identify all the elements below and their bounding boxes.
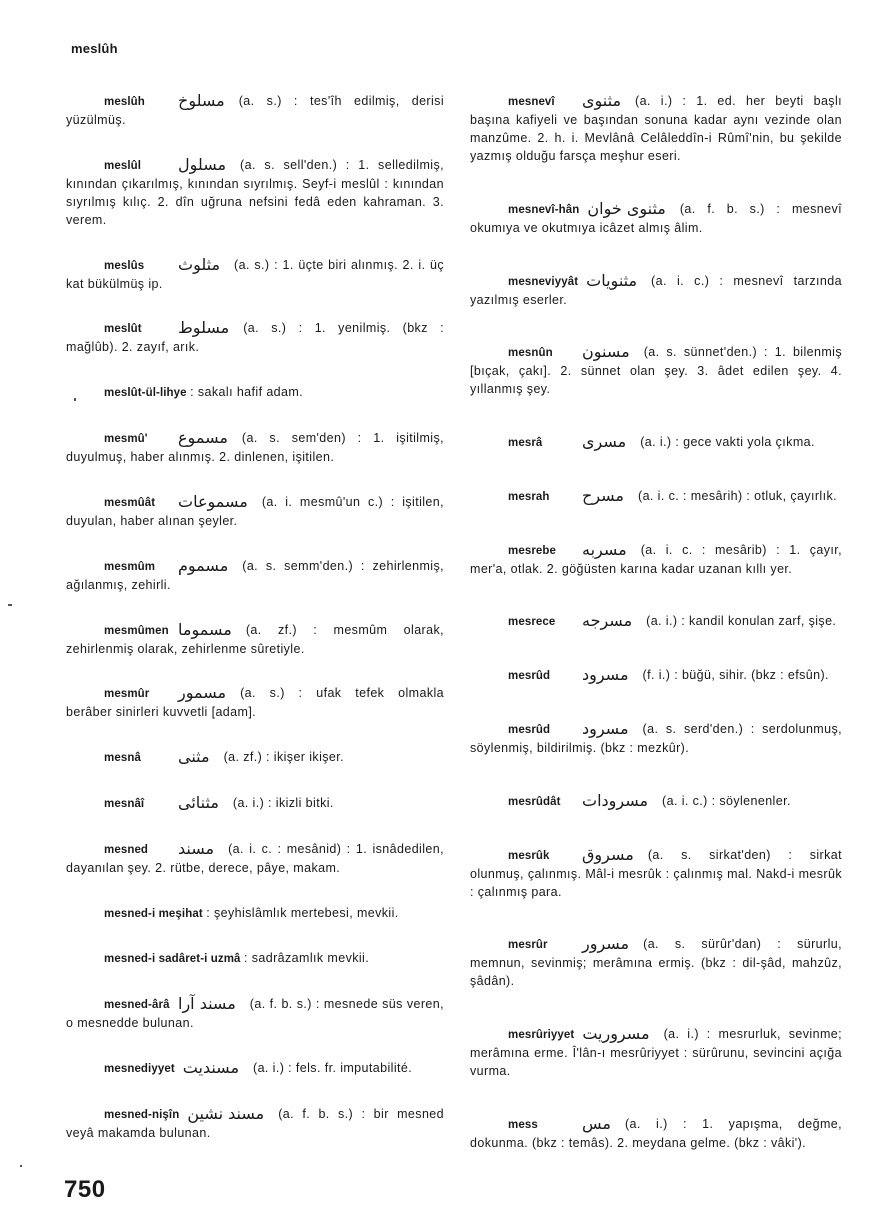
entry-headword: mesned-ârâ — [104, 999, 170, 1012]
entry-headword: mesnâî — [104, 797, 145, 810]
dictionary-entry — [66, 383, 444, 402]
entry-definition: (a. i.) : 1. ed. her beyti başlı başına kafiyeli ve başından sonuna kadar aynı vezinde olan manzûme. 2. h. i. Mevlânâ Celâleddîn-i Rûmî'nin, bu şekilde yazmış olduğu farsça meşhur eseri. — [470, 94, 842, 163]
entry-headword: mesrûd — [508, 670, 551, 683]
dictionary-entry — [66, 1059, 444, 1078]
entry-headword: mesrûr — [508, 939, 548, 952]
entry-ottoman-script: مسند آرا — [178, 994, 236, 1014]
entry-headword: meslûl — [104, 159, 142, 172]
entry-definition: (a. s. serd'den.) : serdolunmuş, söylenmiş, bildirilmiş. (bkz : mezkûr). — [470, 722, 842, 756]
dictionary-entry — [470, 343, 842, 398]
dictionary-entry — [66, 319, 444, 356]
entry-headword: mesmûr — [104, 688, 150, 701]
entry-definition: (a. s. semm'den.) : zehirlenmiş, ağılanmış, zehirli. — [66, 558, 444, 592]
entry-definition: (a. i. c. : mesârib) : 1. çayır, mer'a, otlak. 2. göğüsten karına kadar uzanan kıllı yer. — [470, 542, 842, 576]
entry-definition: (a. i.) : ikizli bitki. — [232, 795, 334, 810]
entry-definition: (a. s. sem'den) : 1. işitilmiş, duyulmuş, haber alınmış. 2. dinlenen, işitilen. — [66, 431, 444, 465]
entry-headword: mesnâ — [104, 752, 141, 765]
entry-ottoman-script: مسلوخ — [178, 91, 225, 110]
entry-ottoman-script: مثنوى — [582, 91, 622, 110]
entry-headword: mesnediyyet — [104, 1063, 175, 1075]
entry-definition: : sakalı hafif adam. — [190, 385, 304, 400]
entry-headword: mesrah — [508, 490, 550, 503]
entry-definition: (a. s. sürûr'dan) : sürurlu, memnun, sevinmiş; merâmına ermiş. (bkz : dil-şâd, mahzûz, şâdân). — [470, 937, 842, 989]
entry-definition: : sadrâzamlık mevkii. — [244, 951, 370, 966]
dictionary-entry — [66, 684, 444, 721]
entry-headword: mesrece — [508, 616, 556, 629]
scan-speck — [8, 604, 12, 606]
entry-ottoman-script: مس — [582, 1113, 611, 1133]
entry-definition: (a. s. sünnet'den.) : 1. bilenmiş [bıçak, çakı]. 2. sünnet olan şey. 3. âdet edilen şey. 4. yıllanmış şey. — [470, 345, 842, 397]
entry-ottoman-script: مسلول — [178, 154, 227, 174]
entry-headword: mesrûk — [508, 849, 550, 862]
dictionary-entry — [66, 794, 444, 813]
entry-definition: (a. i.) : kandil konulan zarf, şişe. — [646, 614, 837, 629]
dictionary-entry — [470, 666, 842, 685]
entry-definition: (a. i. c. : mesârih) : otluk, çayırlık. — [638, 488, 837, 503]
entry-headword: mesned-nişîn — [104, 1108, 180, 1121]
dictionary-entry — [470, 846, 842, 901]
entry-definition: (a. zf.) : mesmûm olarak, zehirlenmiş olarak, zehirlenme sûretiyle. — [66, 622, 444, 656]
dictionary-entry — [470, 792, 842, 811]
entry-ottoman-script: مسرور — [582, 934, 630, 954]
left-column — [66, 92, 444, 1142]
dictionary-entry — [66, 1105, 444, 1142]
dictionary-entry — [66, 904, 444, 923]
entry-headword: mesnevî — [508, 96, 555, 108]
entry-ottoman-script: مسرى — [582, 432, 627, 452]
entry-ottoman-script: مثلوث — [178, 254, 221, 274]
entry-ottoman-script: مسنون — [582, 342, 630, 362]
entry-ottoman-script: مسلوط — [178, 318, 230, 338]
entry-headword: meslûs — [104, 259, 145, 272]
entry-ottoman-script: مثنائى — [178, 792, 219, 812]
entry-definition: (a. i.) : 1. yapışma, değme, dokunma. (bkz : temâs). 2. meydana gelme. (bkz : vâki'). — [470, 1116, 842, 1150]
entry-ottoman-script: مثنى — [178, 747, 210, 767]
entry-ottoman-script: مسنديت — [182, 1058, 240, 1077]
dictionary-entry — [470, 200, 842, 237]
entry-ottoman-script: مسموما — [178, 619, 232, 639]
entry-ottoman-script: مثنوى خوان — [587, 198, 666, 218]
entry-definition: (a. s.) : 1. üçte biri alınmış. 2. i. üç kat bükülmüş ip. — [66, 257, 444, 291]
entry-definition: : şeyhislâmlık mertebesi, mevkii. — [206, 905, 399, 920]
entry-headword: meslût-ül-lihye — [104, 387, 187, 400]
entry-headword: meslût — [104, 323, 142, 336]
entry-definition: (a. i.) : fels. fr. imputabilité. — [253, 1061, 413, 1075]
entry-headword: mesned — [104, 843, 149, 856]
entry-headword: mess — [508, 1118, 538, 1131]
dictionary-entry — [66, 949, 444, 968]
entry-headword: meslûh — [104, 96, 145, 108]
dictionary-entry — [66, 621, 444, 658]
entry-definition: (f. i.) : büğü, sihir. (bkz : efsûn). — [642, 668, 829, 683]
entry-definition: (a. i. c. : mesânid) : 1. isnâdedilen, dayanılan şey. 2. rütbe, derece, pâye, makam. — [66, 841, 444, 875]
entry-headword: mesmû' — [104, 433, 148, 446]
dictionary-entry — [66, 557, 444, 594]
dictionary-entry — [470, 487, 842, 506]
entry-definition: (a. f. b. s.) : bir mesned veyâ makamda bulunan. — [66, 1106, 444, 1140]
entry-definition: (a. s.) : ufak tefek olmakla berâber sinirleri kuvvetli [adam]. — [66, 686, 444, 720]
entry-definition: (a. i. c.) : mesnevî tarzında yazılmış eserler. — [470, 273, 842, 307]
entry-headword: mesrâ — [508, 437, 543, 450]
entry-ottoman-script: مسروق — [582, 844, 634, 864]
entry-definition: (a. s.) : 1. yenilmiş. (bkz : mağlûb). 2. zayıf, arık. — [66, 321, 444, 355]
entry-ottoman-script: مسرود — [582, 665, 629, 685]
dictionary-entry — [66, 840, 444, 877]
dictionary-entry — [66, 92, 444, 129]
dictionary-entry — [470, 272, 842, 309]
entry-ottoman-script: مسرح — [582, 485, 624, 505]
dictionary-entry — [66, 493, 444, 530]
entry-headword: mesneviyyât — [508, 275, 579, 288]
entry-ottoman-script: مثنويات — [586, 270, 638, 290]
dictionary-entry — [66, 429, 444, 466]
entry-ottoman-script: مسرودات — [582, 790, 649, 810]
entry-headword: mesnûn — [508, 347, 553, 360]
scan-speck — [74, 398, 76, 401]
dictionary-entry — [470, 92, 842, 165]
dictionary-entry — [470, 541, 842, 578]
dictionary-entry — [66, 748, 444, 767]
entry-definition: (a. i. c.) : söylenenler. — [662, 793, 791, 808]
dictionary-entry — [470, 1115, 842, 1152]
entry-ottoman-script: مسرجه — [582, 611, 633, 631]
running-head: meslûh — [71, 41, 118, 56]
entry-headword: mesmûât — [104, 496, 156, 509]
entry-ottoman-script: مسمور — [178, 683, 227, 703]
scan-speck — [20, 1165, 22, 1167]
entry-definition: (a. i.) : mesrurluk, sevinme; merâmına erme. Î'lân-ı mesrûriyyet : sürûrunu, sevincini açığa vurma. — [470, 1027, 842, 1079]
dictionary-entry — [66, 156, 444, 229]
entry-headword: mesrebe — [508, 544, 557, 557]
entry-definition: (a. s. sell'den.) : 1. selledilmiş, kınından çıkarılmış, kınından sıyrılmış. Seyf-i meslûl : kınından sıyrılmış kılıç. 2. dîn uğruna nefsini fedâ eden kahraman. 3. verem. — [66, 157, 444, 227]
entry-ottoman-script: مسروريت — [582, 1024, 650, 1044]
entry-definition: (a. f. b. s.) : mesnevî okumıya ve okutmıya icâzet almış âlim. — [470, 201, 842, 235]
entry-definition: (a. s.) : tes'îh edilmiş, derisi yüzülmüş. — [66, 94, 444, 127]
entry-definition: (a. s. sirkat'den) : sirkat olunmuş, çalınmış. Mâl-i mesrûk : çalınmış mal. Nakd-i mesrûk : çalınmış para. — [470, 847, 842, 899]
entry-definition: (a. zf.) : ikişer ikişer. — [223, 750, 344, 765]
entry-ottoman-script: مسربه — [582, 539, 627, 559]
entry-headword: mesrûd — [508, 724, 551, 737]
entry-ottoman-script: مسند نشين — [187, 1103, 265, 1123]
entry-headword: mesned-i meşihat — [104, 907, 203, 920]
dictionary-entry — [470, 720, 842, 757]
entry-ottoman-script: مسموم — [178, 555, 229, 575]
entry-definition: (a. f. b. s.) : mesnede süs veren, o mesnedde bulunan. — [66, 997, 444, 1031]
right-column — [470, 92, 842, 1152]
entry-headword: mesnevî-hân — [508, 203, 580, 216]
entry-ottoman-script: مسند — [178, 838, 215, 858]
entry-definition: (a. i. mesmû'un c.) : işitilen, duyulan, haber alınan şeyler. — [66, 494, 444, 528]
dictionary-entry — [66, 995, 444, 1032]
dictionary-entry — [470, 612, 842, 631]
entry-ottoman-script: مسموعات — [178, 491, 248, 511]
entry-ottoman-script: مسرود — [582, 719, 629, 739]
entry-headword: mesrûdât — [508, 795, 561, 808]
entry-headword: mesmûmen — [104, 624, 169, 637]
page-number: 750 — [64, 1176, 106, 1203]
dictionary-entry — [470, 433, 842, 452]
dictionary-entry — [66, 256, 444, 293]
dictionary-entry — [470, 935, 842, 990]
entry-definition: (a. i.) : gece vakti yola çıkma. — [640, 435, 815, 450]
entry-ottoman-script: مسموع — [178, 428, 228, 448]
entry-headword: mesrûriyyet — [508, 1029, 575, 1042]
entry-headword: mesned-i sadâret-i uzmâ — [104, 953, 241, 966]
dictionary-entry — [470, 1025, 842, 1080]
entry-headword: mesmûm — [104, 560, 156, 573]
